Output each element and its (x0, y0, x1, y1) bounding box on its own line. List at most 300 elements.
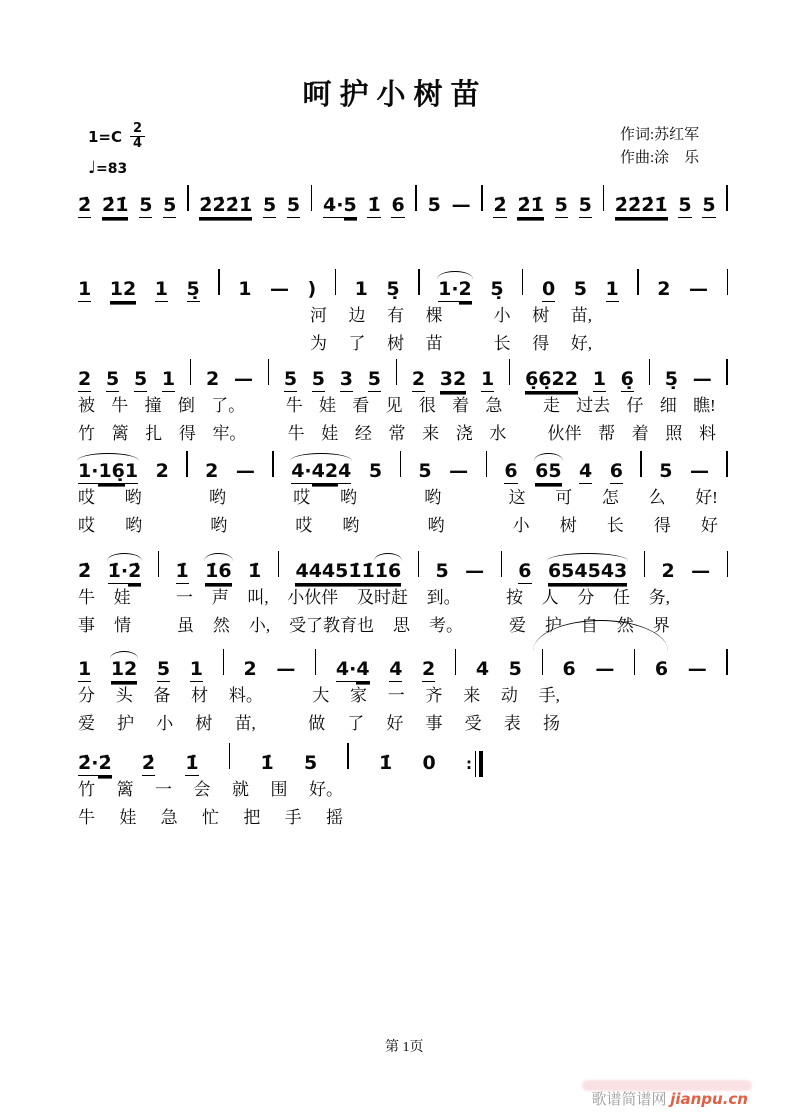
lyric-syllable: 竹 (78, 424, 95, 443)
lyric-syllable: 水 (489, 424, 507, 443)
lyric-syllable: 声 (211, 588, 229, 607)
barline (726, 451, 727, 477)
lyric-syllable: 小 (493, 306, 511, 325)
barline (522, 269, 523, 295)
lyric-syllable: 看 (352, 396, 370, 415)
note-cell: — (269, 278, 289, 300)
lyrics-verse-1 (310, 307, 592, 324)
lyric-syllable: 备 (153, 686, 171, 705)
lyric-spacer (261, 397, 269, 414)
lyric-syllable: 料 (698, 424, 716, 443)
lyric-spacer (387, 489, 395, 506)
lyric-syllable: 忙 (201, 808, 219, 827)
lyric-syllable: 一 (155, 780, 172, 799)
lyric-syllable: 树 (532, 306, 550, 325)
barline (727, 269, 728, 295)
note-cell: 6̣ (620, 368, 634, 390)
barline (455, 649, 456, 675)
note-cell: 1 (354, 278, 368, 300)
note-cell: 5 (702, 194, 716, 216)
lyric-syllable: 有 (387, 306, 405, 325)
note-cell: 5 (573, 278, 587, 300)
lyric-syllable: 来 (422, 424, 440, 443)
note-cell: 5̣ (186, 278, 200, 300)
barline (278, 551, 279, 577)
note-cell: 4 (475, 658, 490, 680)
barline (186, 451, 187, 477)
lyric-syllable: 长 (606, 516, 624, 535)
lyric-syllable: 过去 (576, 396, 611, 415)
score-line-5 (78, 538, 728, 634)
note-cell: 1̇ (248, 560, 262, 582)
lyric-syllable: 哟 (342, 516, 360, 535)
note-cell: 1 (189, 658, 203, 680)
lyric-syllable: 护 (544, 616, 562, 635)
lyric-syllable: 可 (555, 488, 573, 507)
note-cell: 1 (78, 278, 92, 300)
barline (603, 185, 604, 211)
note-cell: 5 (508, 658, 522, 680)
note-cell: 5̣ (490, 278, 504, 300)
lyric-syllable: 撞 (144, 396, 162, 415)
lyrics-verse-2 (78, 517, 718, 534)
lyric-syllable: 见 (385, 396, 403, 415)
watermark-site-name: 歌谱简谱网 (591, 1092, 671, 1108)
note-cell: 2 (243, 658, 257, 680)
note-cell: 2 (205, 460, 219, 482)
lyric-syllable: 扎 (145, 424, 163, 443)
composer-credit: 作曲:涂 乐 (620, 150, 700, 167)
lyric-syllable: 料。 (228, 686, 263, 705)
lyric-syllable: 边 (348, 306, 366, 325)
lyric-syllable: 情 (113, 616, 131, 635)
barline (335, 269, 336, 295)
note-cell: — (276, 658, 296, 680)
lyric-syllable: 浇 (455, 424, 473, 443)
time-signature: $\frac{2}{4}$ (130, 122, 145, 152)
lyric-syllable: 护 (117, 714, 135, 733)
lyric-spacer (150, 617, 158, 634)
lyric-spacer (284, 687, 292, 704)
lyric-syllable: 常 (388, 424, 406, 443)
note-cell: 4·424 (291, 462, 351, 486)
lyric-syllable: 思 (393, 616, 411, 635)
lyrics-verse-2 (78, 809, 343, 826)
note-cell: 1̇·2̇ (108, 562, 142, 586)
lyric-syllable: 照 (665, 424, 683, 443)
lyric-syllable: 牛 (111, 396, 129, 415)
credits (620, 124, 770, 171)
barline (726, 359, 727, 385)
note-cell: 5 (427, 194, 441, 216)
note-cell: — (690, 460, 709, 482)
lyric-syllable: 围 (270, 780, 288, 799)
note-cell: 44451̇1̇1̇6 (295, 560, 402, 582)
site-watermark (591, 1088, 748, 1109)
lyric-syllable: 牛 (285, 396, 303, 415)
lyric-syllable: 牛 (78, 808, 95, 827)
note-cell: 2̇·2̇ (78, 752, 112, 774)
lyric-syllable: 材 (191, 686, 209, 705)
note-cell: 2̇ (78, 194, 92, 216)
lyric-syllable: 么 (648, 488, 666, 507)
lyric-spacer (172, 517, 180, 534)
lyric-syllable: 瞧! (693, 396, 716, 415)
score-line-4 (78, 438, 728, 534)
note-cell: 654543 (547, 560, 628, 582)
lyric-syllable: 细 (659, 396, 677, 415)
note-cell: 1 (605, 278, 619, 300)
lyric-syllable: 表 (503, 714, 521, 733)
note-cell: 5 (105, 368, 120, 390)
lyric-syllable: 小, (248, 616, 271, 635)
barline (634, 649, 635, 675)
lyric-syllable: 哟 (208, 488, 226, 507)
note-cell: 2 (411, 368, 426, 390)
note-cell: 5 (311, 368, 326, 390)
barline (509, 359, 510, 385)
note-cell: 5̣ (386, 278, 400, 300)
lyric-syllable: 来 (463, 686, 481, 705)
lyric-syllable: 一 (387, 686, 405, 705)
lyric-syllable: 头 (115, 686, 133, 705)
note-cell: 6 (518, 560, 532, 582)
music-notes-row (78, 730, 483, 774)
lyric-syllable: 到。 (426, 588, 461, 607)
lyric-syllable: 爱 (508, 616, 526, 635)
lyrics-verse-1 (78, 687, 560, 704)
barline (415, 185, 416, 211)
barline (347, 743, 348, 769)
lyric-spacer (479, 589, 487, 606)
lyric-spacer (149, 589, 157, 606)
note-cell: 1·16̣1 (78, 462, 138, 486)
lyric-syllable: 着 (452, 396, 470, 415)
note-cell: 5 (435, 560, 449, 582)
note-cell: 6 (654, 658, 669, 680)
lyric-spacer (482, 617, 490, 634)
lyric-syllable: 得 (653, 516, 671, 535)
lyric-spacer (389, 517, 397, 534)
note-cell: 6 (562, 658, 576, 680)
lyric-syllable: 务, (648, 588, 670, 607)
lyrics-verse-1 (78, 397, 716, 414)
note-cell: 2 (78, 368, 92, 390)
lyric-syllable: 小 (512, 516, 530, 535)
lyric-spacer (171, 489, 179, 506)
lyric-syllable: 得 (178, 424, 196, 443)
note-cell: — (451, 194, 471, 216)
barline (158, 551, 159, 577)
lyric-syllable: 娃 (119, 808, 137, 827)
lyric-syllable: 爱 (78, 714, 95, 733)
note-cell: 6 (391, 194, 405, 216)
lyric-spacer (471, 489, 479, 506)
note-cell: 1̇ (367, 194, 381, 216)
note-cell: 1̇ (260, 752, 274, 774)
note-cell: 5 (367, 368, 381, 390)
barline (190, 359, 191, 385)
lyric-syllable: 好 (386, 714, 404, 733)
lyric-spacer (475, 517, 483, 534)
music-notes-row (78, 538, 728, 582)
lyric-syllable: 了 (348, 334, 366, 353)
lyric-syllable: 倒 (177, 396, 195, 415)
note-cell: 6 (609, 460, 623, 482)
lyrics-verse-1 (78, 781, 343, 798)
lyric-syllable: 把 (243, 808, 261, 827)
lyric-syllable: 受了教育也 (289, 616, 375, 635)
note-cell: 65 (535, 460, 562, 482)
page-number: 第 1页 (385, 1040, 424, 1055)
note-cell: 2̇2̇2̇1̇ (199, 194, 253, 216)
note-cell: 4·4 (335, 658, 370, 680)
lyric-syllable: 娃 (113, 588, 131, 607)
note-cell: 4 (579, 460, 593, 482)
lyric-syllable: 哎 (78, 516, 95, 535)
barline (400, 451, 401, 477)
lyric-syllable: 界 (652, 616, 670, 635)
note-cell: — (687, 658, 707, 680)
note-cell: 1̇6 (205, 560, 232, 582)
lyric-syllable: 人 (541, 588, 559, 607)
song-title: 呵护小树苗 (302, 79, 488, 111)
lyric-syllable: 手, (538, 686, 560, 705)
barline (396, 359, 397, 385)
lyric-syllable: 树 (559, 516, 577, 535)
lyric-syllable: 树 (195, 714, 213, 733)
barline (726, 185, 727, 211)
lyric-syllable: 哟 (125, 516, 143, 535)
note-cell: 1̇ (185, 752, 199, 774)
barline (418, 551, 419, 577)
lyric-syllable: 这 (508, 488, 526, 507)
lyric-syllable: 虽 (176, 616, 194, 635)
note-cell: 2 (657, 278, 671, 300)
note-cell: 0 (542, 278, 556, 300)
lyric-syllable: 摇 (325, 808, 343, 827)
note-cell: 1 (78, 658, 92, 680)
lyric-syllable: 就 (232, 780, 249, 799)
lyric-syllable: 篱 (111, 424, 129, 443)
lyric-syllable: 帮 (598, 424, 616, 443)
lyric-syllable: 很 (418, 396, 436, 415)
note-cell: ) (307, 278, 317, 300)
key-signature: 1=C (88, 127, 123, 146)
note-cell: — (233, 368, 253, 390)
note-cell: 3 (339, 368, 353, 390)
note-cell: 2̇ (141, 752, 156, 774)
lyric-syllable: 树 (387, 334, 405, 353)
lyric-spacer (256, 489, 264, 506)
barline (637, 269, 638, 295)
lyric-syllable: 伙伴 (547, 424, 582, 443)
lyric-syllable: 牢。 (212, 424, 247, 443)
lyric-syllable: 大 (312, 686, 330, 705)
barline (418, 269, 419, 295)
barline (229, 743, 230, 769)
note-cell: — (692, 368, 712, 390)
music-notes-row (78, 636, 728, 680)
lyric-syllable: 牛 (78, 588, 95, 607)
lyric-syllable: 哟 (339, 488, 357, 507)
note-cell: 5 (163, 194, 177, 216)
quarter-note-icon: ♩ (88, 157, 97, 178)
music-notes-row (78, 256, 728, 300)
lyric-syllable: 仔 (626, 396, 644, 415)
music-notes-row (78, 172, 728, 216)
score-line-2 (78, 256, 728, 352)
barline (218, 269, 219, 295)
lyric-syllable: 好。 (309, 780, 343, 799)
lyric-syllable: 及时赶 (356, 588, 408, 607)
lyric-syllable: 篱 (116, 780, 134, 799)
lyric-syllable: 考。 (429, 616, 463, 635)
note-cell: 1 (592, 368, 606, 390)
lyric-syllable: 好! (695, 488, 718, 507)
lyric-syllable: 自 (580, 616, 598, 635)
lyric-syllable: 着 (631, 424, 649, 443)
barline (315, 649, 316, 675)
lyric-syllable: 按 (505, 588, 523, 607)
note-cell: 0 (422, 752, 436, 774)
repeat-end-barline: : (466, 751, 483, 777)
note-cell: 1̇ (175, 560, 189, 582)
note-cell: — (449, 460, 469, 482)
barline (223, 649, 224, 675)
lyric-syllable: 动 (500, 686, 518, 705)
note-cell: 32 (439, 368, 467, 390)
lyric-syllable: 急 (485, 396, 503, 415)
lyrics-verse-1 (78, 489, 718, 506)
note-cell: 4 (389, 658, 403, 680)
score-line-3 (78, 346, 728, 442)
lyric-syllable: 好, (570, 334, 592, 353)
lyric-syllable: 哟 (427, 516, 445, 535)
lyric-syllable: 娃 (321, 424, 339, 443)
note-cell: 2 (206, 368, 220, 390)
note-cell: 1 (154, 278, 168, 300)
note-cell: — (688, 278, 708, 300)
score-line-6 (78, 636, 728, 732)
lyric-syllable: 事 (78, 616, 95, 635)
lyric-syllable: 苗, (234, 714, 256, 733)
note-cell: 2̇1̇ (517, 194, 544, 216)
lyric-syllable: 扬 (542, 714, 560, 733)
lyric-syllable: 了。 (211, 396, 246, 415)
note-cell: 5 (678, 194, 692, 216)
note-cell: 1 (480, 368, 495, 390)
note-cell: 5 (262, 194, 277, 216)
note-cell: — (235, 460, 255, 482)
note-cell: 2 (661, 560, 675, 582)
lyric-spacer (519, 397, 527, 414)
barline (644, 551, 645, 577)
note-cell: 1̇ (379, 752, 393, 774)
lyric-syllable: 会 (193, 780, 211, 799)
lyric-syllable: 竹 (78, 780, 95, 799)
lyric-syllable: 了 (347, 714, 365, 733)
note-cell: 5 (578, 194, 592, 216)
barline (272, 451, 273, 477)
lyric-syllable: 分 (78, 686, 95, 705)
lyric-syllable: 娃 (318, 396, 336, 415)
note-cell: 5 (303, 752, 318, 774)
note-cell: — (691, 560, 711, 582)
barline (726, 649, 727, 675)
lyric-spacer (257, 517, 265, 534)
lyric-syllable: 哎 (295, 516, 313, 535)
lyric-syllable: 叫, (247, 588, 269, 607)
barline (481, 185, 482, 211)
lyric-syllable: 苗 (425, 334, 443, 353)
lyric-syllable: 做 (308, 714, 326, 733)
barline (311, 185, 312, 211)
note-cell: 5 (133, 368, 148, 390)
note-cell: 1·2 (438, 280, 472, 304)
lyric-syllable: 经 (354, 424, 372, 443)
lyric-syllable: 小 (156, 714, 174, 733)
note-cell: 5̣ (664, 368, 678, 390)
lyric-syllable: 分 (577, 588, 595, 607)
lyric-syllable: 一 (176, 588, 194, 607)
lyric-syllable: 然 (616, 616, 634, 635)
note-cell: 5 (283, 368, 298, 390)
note-cell: — (465, 560, 485, 582)
lyric-syllable: 哎 (78, 488, 95, 507)
note-cell: 5 (139, 194, 153, 216)
lyric-syllable: 然 (212, 616, 230, 635)
lyric-syllable: 怎 (601, 488, 619, 507)
note-cell: 1 (238, 278, 252, 300)
lyric-syllable: 小伙伴 (287, 588, 339, 607)
lyric-syllable: 急 (160, 808, 178, 827)
barline (649, 359, 650, 385)
lyric-syllable: 受 (464, 714, 482, 733)
lyric-syllable: 得 (532, 334, 550, 353)
barline (486, 451, 487, 477)
music-notes-row (78, 438, 728, 482)
barline (187, 185, 188, 211)
lyric-syllable: 长 (493, 334, 511, 353)
note-cell: 12 (109, 278, 137, 300)
note-cell: 2 (422, 658, 436, 680)
barline (501, 551, 502, 577)
lyric-syllable: 哟 (210, 516, 228, 535)
note-cell: 2̇2̇2̇1̇ (614, 194, 668, 216)
lyric-syllable: 好 (700, 516, 718, 535)
note-cell: 2̇ (78, 560, 92, 582)
lyric-syllable: 事 (425, 714, 443, 733)
note-cell: 2̇ (493, 194, 507, 216)
lyric-syllable: 被 (78, 396, 95, 415)
lyric-syllable: 齐 (425, 686, 443, 705)
note-cell: 5 (554, 194, 568, 216)
barline (727, 551, 728, 577)
note-cell: 1 (161, 368, 176, 390)
note-cell: 5 (156, 658, 171, 680)
lyricist-credit: 作词:苏红军 (620, 127, 700, 143)
note-cell: 5 (659, 460, 673, 482)
lyric-syllable: 哎 (293, 488, 311, 507)
music-notes-row (78, 346, 728, 390)
lyric-syllable: 走 (542, 396, 560, 415)
note-cell: 12 (110, 658, 138, 680)
note-cell: 6 (504, 460, 518, 482)
score-line-1 (78, 172, 728, 216)
note-cell: 4·5 (323, 194, 357, 216)
barline (640, 451, 641, 477)
